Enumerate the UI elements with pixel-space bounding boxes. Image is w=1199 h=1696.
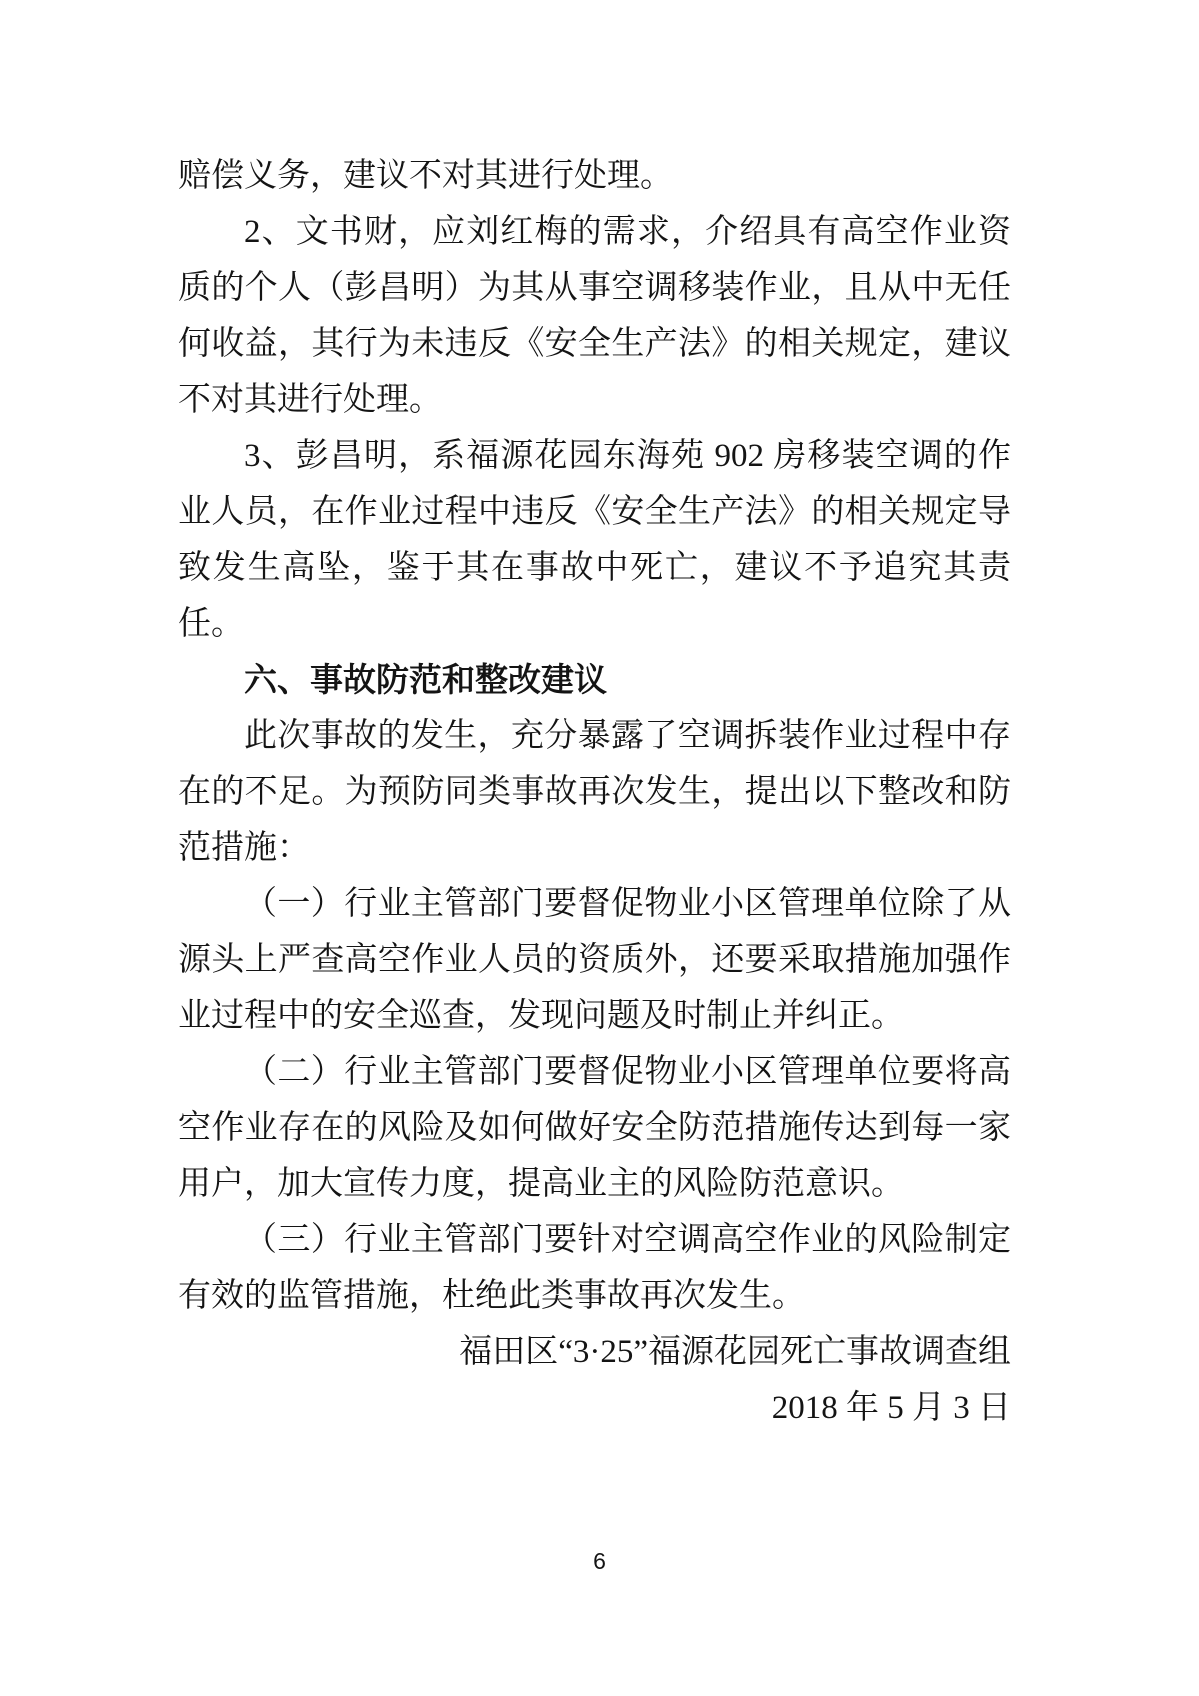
paragraph-measure-3: （三）行业主管部门要针对空调高空作业的风险制定有效的监管措施，杜绝此类事故再次发生。 <box>178 1222 1011 1314</box>
paragraph-item-2: 2、文书财，应刘红梅的需求，介绍具有高空作业资质的个人（彭昌明）为其从事空调移装作业，且从中无任何收益，其行为未违反《安全生产法》的相关规定，建议不对其进行处理。 <box>178 214 1011 418</box>
paragraph-measure-1: （一）行业主管部门要督促物业小区管理单位除了从源头上严查高空作业人员的资质外，还要采取措施加强作业过程中的安全巡查，发现问题及时制止并纠正。 <box>178 886 1011 1034</box>
document-body <box>178 148 1011 1436</box>
section-heading: 六、事故防范和整改建议 <box>244 661 607 698</box>
date-line: 2018 年 5 月 3 日 <box>771 1390 1011 1426</box>
paragraph-measure-2: （二）行业主管部门要督促物业小区管理单位要将高空作业存在的风险及如何做好安全防范措施传达到每一家用户，加大宣传力度，提高业主的风险防范意识。 <box>178 1054 1011 1202</box>
paragraph-intro: 此次事故的发生，充分暴露了空调拆装作业过程中存在的不足。为预防同类事故再次发生，提出以下整改和防范措施： <box>178 718 1011 866</box>
page-number: 6 <box>593 1548 606 1574</box>
signature-line: 福田区“3·25”福源花园死亡事故调查组 <box>459 1334 1011 1370</box>
paragraph-continuation: 赔偿义务，建议不对其进行处理。 <box>178 158 673 194</box>
paragraph-item-3: 3、彭昌明，系福源花园东海苑 902 房移装空调的作业人员，在作业过程中违反《安全生产法》的相关规定导致发生高坠，鉴于其在事故中死亡，建议不予追究其责任。 <box>178 438 1011 642</box>
